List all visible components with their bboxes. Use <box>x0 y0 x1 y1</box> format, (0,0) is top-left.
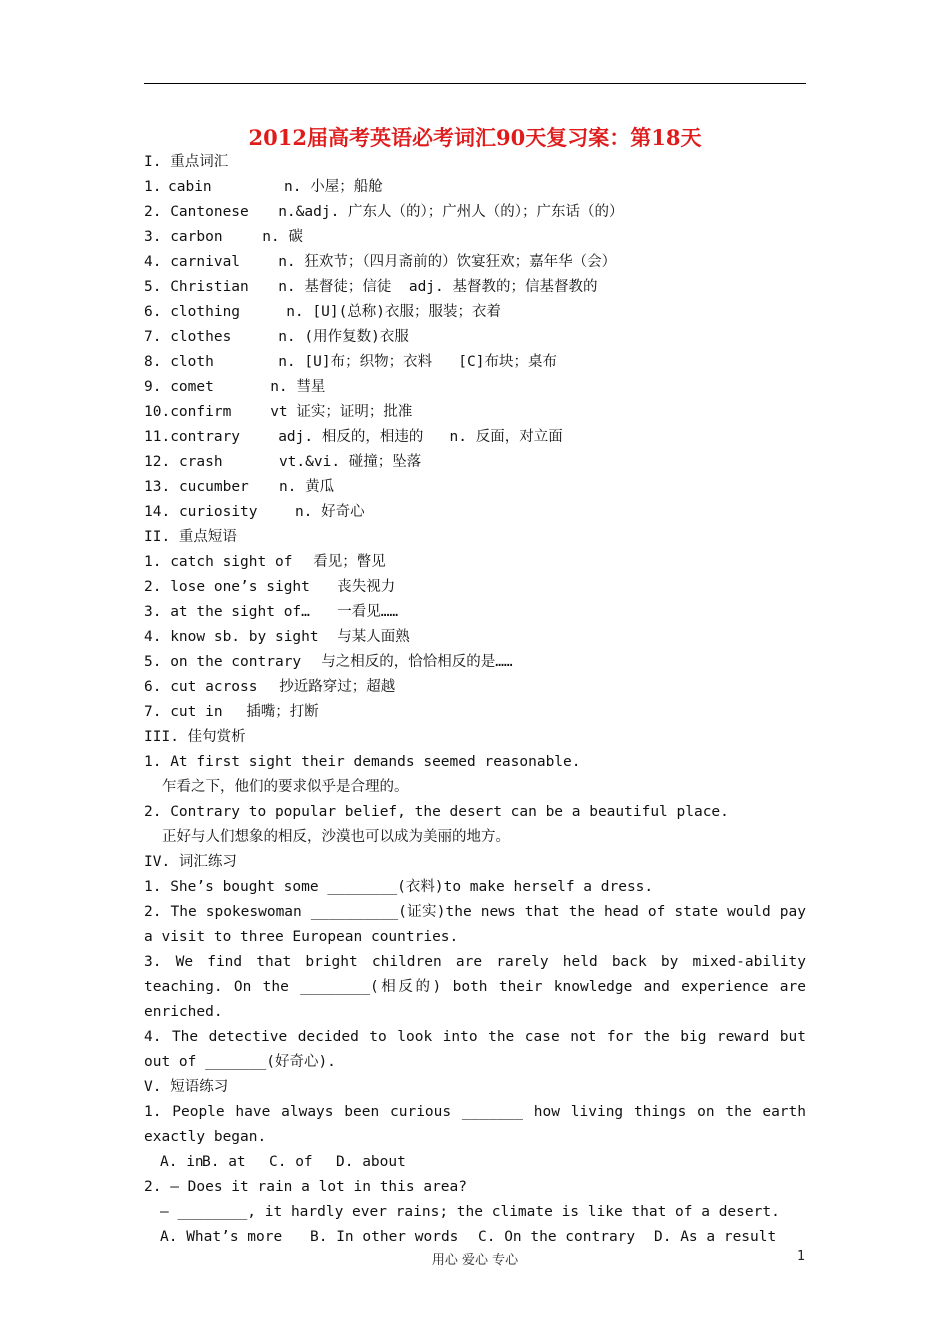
sentence-zh: 正好与人们想象的相反，沙漠也可以成为美丽的地方。 <box>162 829 510 845</box>
page-footer: 用心 爱心 专心 <box>431 1253 519 1268</box>
question-stem: 2. – Does it rain a lot in this area? <box>144 1179 468 1195</box>
page-number: 1 <box>797 1249 806 1264</box>
exercise-item: 4. The detective decided to look into the case not for the big reward but out of _______(好奇心). <box>144 1029 806 1070</box>
question-options: A. inB. at C. of D. about <box>160 1154 406 1170</box>
section-heading: V. 短语练习 <box>144 1079 229 1095</box>
section-heading: III. 佳句赏析 <box>144 729 246 745</box>
exercise-item: 2. The spokeswoman __________(证实)the news that the head of state would pay a visit to three European countries. <box>144 904 806 945</box>
phrase-item: 5. on the contrary 与之相反的，恰恰相反的是…… <box>144 654 513 670</box>
section-heading: II. 重点短语 <box>144 529 237 545</box>
phrase-item: 2. lose one’s sight 丧失视力 <box>144 579 396 595</box>
vocab-item: 12. crash vt.&vi. 碰撞；坠落 <box>144 454 422 470</box>
question-options: A. What’s more B. In other words C. On the contrary D. As a result <box>160 1229 777 1245</box>
phrase-item: 6. cut across 抄近路穿过；超越 <box>144 679 396 695</box>
document-body <box>144 150 806 1250</box>
phrase-item: 4. know sb. by sight 与某人面熟 <box>144 629 410 645</box>
section-heading: IV. 词汇练习 <box>144 854 237 870</box>
question-reply: – ________, it hardly ever rains; the climate is like that of a desert. <box>160 1204 780 1220</box>
sentence-zh: 乍看之下，他们的要求似乎是合理的。 <box>162 779 409 795</box>
vocab-item: 10.confirm vt 证实；证明；批准 <box>144 404 413 420</box>
question-stem: 1. People have always been curious _______ how living things on the earth exactly began. <box>144 1104 806 1145</box>
vocab-item: 9. comet n. 彗星 <box>144 379 326 395</box>
vocab-item: 7. clothes n. (用作复数)衣服 <box>144 329 409 345</box>
vocab-item: 3. carbon n. 碳 <box>144 229 303 245</box>
phrase-item: 7. cut in 插嘴；打断 <box>144 704 319 720</box>
sentence-en: 2. Contrary to popular belief, the desert can be a beautiful place. <box>144 804 729 820</box>
phrase-item: 3. at the sight of… 一看见…… <box>144 604 399 620</box>
exercise-item: 3. We find that bright children are rarely held back by mixed-ability teaching. On the ________(相反的) both their knowledge and experience are enriched. <box>144 954 806 1020</box>
vocab-item: 11.contrary adj. 相反的，相违的 n. 反面，对立面 <box>144 429 563 445</box>
vocab-item: 8. cloth n. [U]布；织物；衣料 [C]布块；桌布 <box>144 354 557 370</box>
header-rule <box>144 83 806 84</box>
vocab-item: 13. cucumber n. 黄瓜 <box>144 479 335 495</box>
vocab-item: 5. Christian n. 基督徒；信徒 adj. 基督教的；信基督教的 <box>144 279 598 295</box>
phrase-item: 1. catch sight of 看见；瞥见 <box>144 554 386 570</box>
vocab-item: 6. clothing n. [U](总称)衣服；服装；衣着 <box>144 304 502 320</box>
exercise-item: 1. She’s bought some ________(衣料)to make herself a dress. <box>144 879 654 895</box>
vocab-item: 2. Cantonese n.&adj. 广东人（的）；广州人（的）；广东话（的） <box>144 204 624 220</box>
sentence-en: 1. At first sight their demands seemed reasonable. <box>144 754 581 770</box>
vocab-item: 4. carnival n. 狂欢节；（四月斋前的）饮宴狂欢；嘉年华（会） <box>144 254 617 270</box>
section-heading: I. 重点词汇 <box>144 154 229 170</box>
document-title: 2012届高考英语必考词汇90天复习案：第18天 <box>248 125 702 150</box>
vocab-item: 14. curiosity n. 好奇心 <box>144 504 365 520</box>
vocab-item: 1. cabin n. 小屋；船舱 <box>144 179 383 195</box>
